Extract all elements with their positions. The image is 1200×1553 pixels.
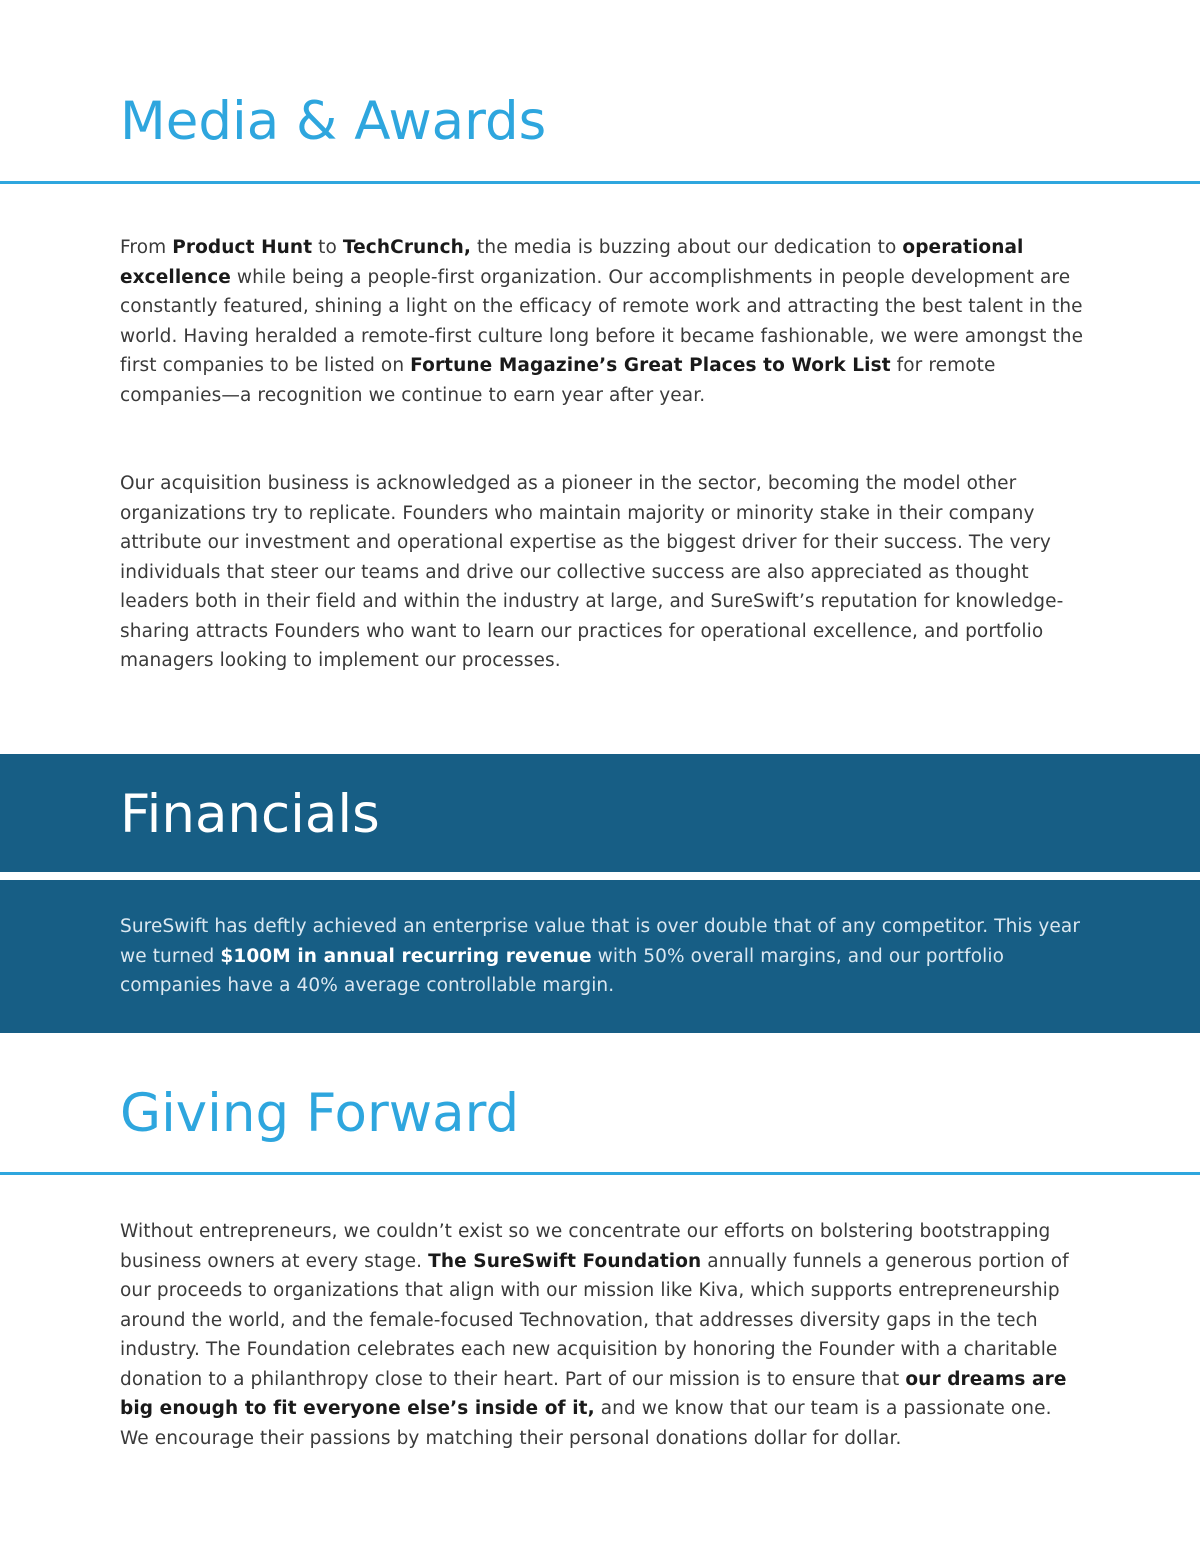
media-awards-paragraph-1: From Product Hunt to TechCrunch, the media is buzzing about our dedication to operational excellence while being a people-first organization. Our accomplishments in people development are constantly featured, shining a light on the efficacy of remote work and attracting the best talent in the world. Having heralded a remote-first culture long before it became fashionable, we were amongst the first companies to be listed on Fortune Magazine’s Great Places to Work List for remote companies—a recognition we continue to earn year after year. [120,237,1084,406]
techcrunch-emphasis: TechCrunch, [342,237,472,258]
foundation-emphasis: The SureSwift Foundation [428,1250,702,1272]
financials-heading: Financials [120,784,380,845]
giving-forward-heading: Giving Forward [120,1083,520,1144]
financials-paragraph: SureSwift has deftly achieved an enterprise value that is over double that of any competitor. This year we turned $100M in annual recurring revenue with 50% overall margins, and our portfolio companies have a 40% average controllable margin. [120,916,1081,996]
giving-forward-paragraph: Without entrepreneurs, we couldn’t exist so we concentrate our efforts on bolstering bootstrapping business owners at every stage. The SureSwift Foundation annually funnels a generous portion of our proceeds to organizations that align with our mission like Kiva, which supports entrepreneurship around the world, and the female-focused Technovation, that addresses diversity gaps in the tech industry. The Foundation celebrates each new acquisition by honoring the Founder with a charitable donation to a philanthropy close to their heart. Part of our mission is to ensure that our dreams are big enough to fit everyone else’s inside of it, and we know that our team is a passionate one. We encourage their passions by matching their personal donations dollar for dollar. [120,1221,1069,1449]
operational-excellence-emphasis: operational excellence [120,237,1024,288]
fortune-list-emphasis: Fortune Magazine’s Great Places to Work List [410,355,891,376]
media-awards-heading: Media & Awards [120,91,547,152]
arr-emphasis: $100M in annual recurring revenue [220,945,592,967]
product-hunt-emphasis: Product Hunt [172,237,313,258]
giving-forward-divider [0,1172,1200,1175]
media-awards-paragraph-2: Our acquisition business is acknowledged as a pioneer in the sector, becoming the model other organizations try to replicate. Founders who maintain majority or minority stake in their company attribute our investment and operational expertise as the biggest driver for their success. The very individuals that steer our teams and drive our collective success are also appreciated as thought leaders both in their field and within the industry at large, and SureSwift’s reputation for knowledge-sharing attracts Founders who want to learn our practices for operational excellence, and portfolio managers looking to implement our processes. [120,473,1064,671]
dreams-emphasis: our dreams are big enough to fit everyone else’s inside of it, [120,1368,1067,1419]
media-awards-divider [0,181,1200,184]
